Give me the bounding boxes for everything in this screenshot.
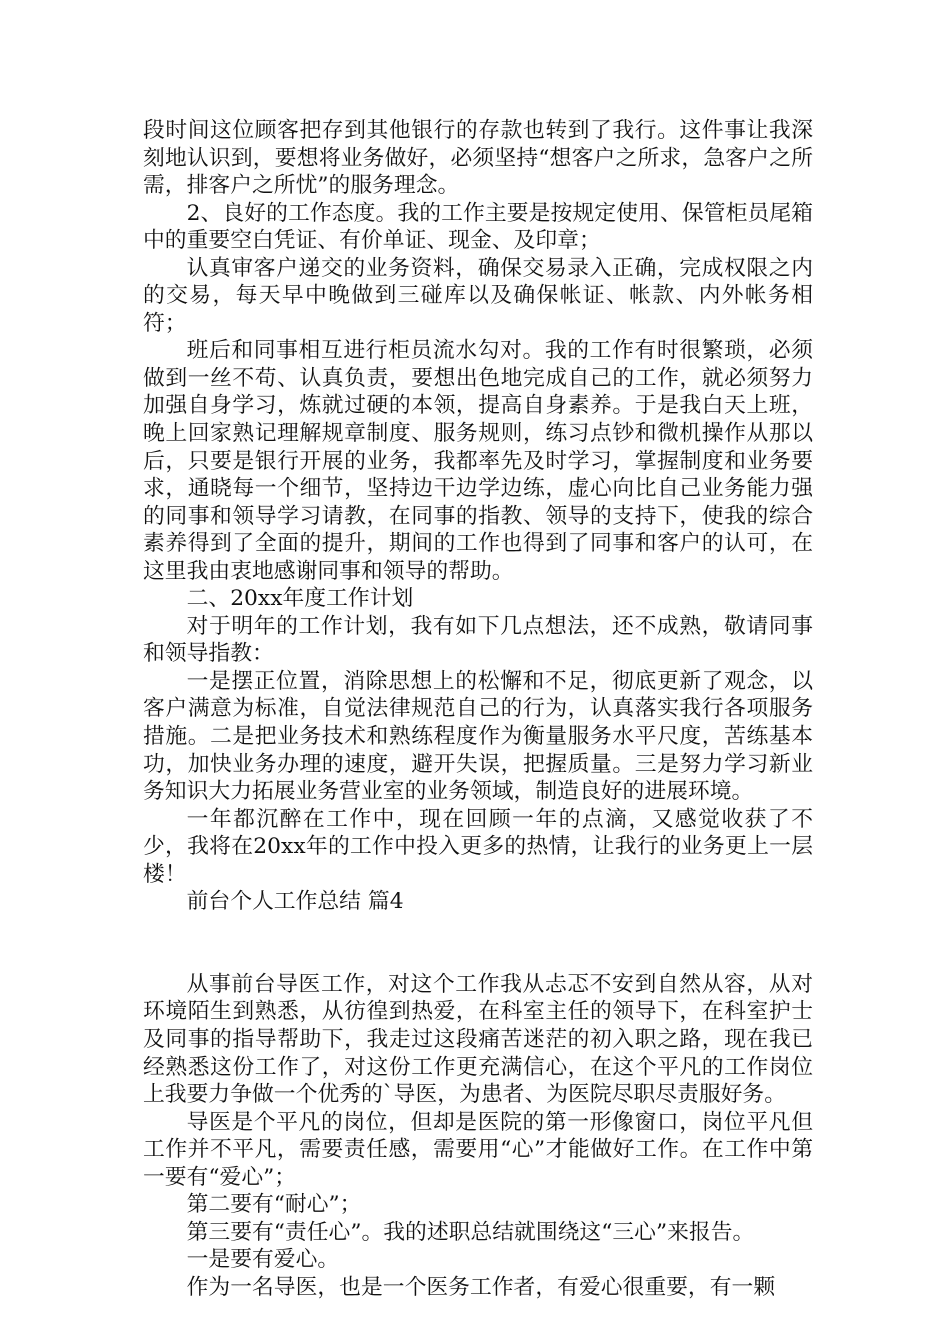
document-body [143, 117, 813, 1301]
paragraph-13: 第二要有“耐心”； [186, 1192, 362, 1218]
paragraph-6: 对于明年的工作计划，我有如下几点想法，还不成熟，敬请同事和领导指教： [143, 613, 813, 667]
paragraph-16: 作为一名导医，也是一个医务工作者，有爱心很重要，有一颗 [186, 1274, 776, 1300]
paragraph-3: 认真审客户递交的业务资料，确保交易录入正确，完成权限之内的交易，每天早中晚做到三碰库以及确保帐证、帐款、内外帐务相符； [143, 255, 813, 336]
paragraph-4: 班后和同事相互进行柜员流水勾对。我的工作有时很繁琐，必须做到一丝不苟、认真负责，要想出色地完成自己的工作，就必须努力加强自身学习，炼就过硬的本领，提高自身素养。于是我白天上班，晚上回家熟记理解规章制度、服务规则，练习点钞和微机操作从那以后，只要是银行开展的业务，我都率先及时学习，掌握制度和业务要求，通晓每一个细节，坚持边干边学边练，虚心向比自己业务能力强的同事和领导学习请教，在同事的指教、领导的支持下，使我的综合素养得到了全面的提升，期间的工作也得到了同事和客户的认可，在这里我由衷地感谢同事和领导的帮助。 [143, 338, 813, 584]
section-heading-plan: 二、20xx年度工作计划 [186, 586, 414, 612]
paragraph-1: 段时间这位顾客把存到其他银行的存款也转到了我行。这件事让我深刻地认识到，要想将业务做好，必须坚持“想客户之所求，急客户之所需，排客户之所忧”的服务理念。 [143, 118, 813, 199]
paragraph-11: 从事前台导医工作，对这个工作我从忐忑不安到自然从容，从对环境陌生到熟悉，从彷徨到热爱，在科室主任的领导下，在科室护士及同事的指导帮助下，我走过这段痛苦迷茫的初入职之路，现在我已经熟悉这份工作了，对这份工作更充满信心，在这个平凡的工作岗位上我要力争做一个优秀的`导医，为患者、为医院尽职尽责服好务。 [143, 971, 813, 1108]
paragraph-14: 第三要有“责任心”。我的述职总结就围绕这“三心”来报告。 [186, 1219, 755, 1245]
paragraph-2: 2、良好的工作态度。我的工作主要是按规定使用、保管柜员尾箱中的重要空白凭证、有价单证、现金、及印章； [143, 200, 813, 254]
blank-line [143, 916, 813, 971]
paragraph-15: 一是要有爱心。 [186, 1247, 340, 1273]
paragraph-7: 一是摆正位置，消除思想上的松懈和不足，彻底更新了观念，以客户满意为标准，自觉法律规范自己的行为，认真落实我行各项服务措施。二是把业务技术和熟练程度作为衡量服务水平尺度，苦练基本功，加快业务办理的速度，避开失误，把握质量。三是努力学习新业务知识大力拓展业务营业室的业务领域，制造良好的进展环境。 [143, 668, 813, 805]
paragraph-8: 一年都沉醉在工作中，现在回顾一年的点滴，又感觉收获了不少，我将在20xx年的工作中投入更多的热情，让我行的业务更上一层楼！ [143, 806, 813, 887]
paragraph-12: 导医是个平凡的岗位，但却是医院的第一形像窗口，岗位平凡但工作并不平凡，需要责任感，需要用“心”才能做好工作。在工作中第一要有“爱心”； [143, 1109, 813, 1190]
article-title: 前台个人工作总结 篇4 [186, 889, 404, 915]
